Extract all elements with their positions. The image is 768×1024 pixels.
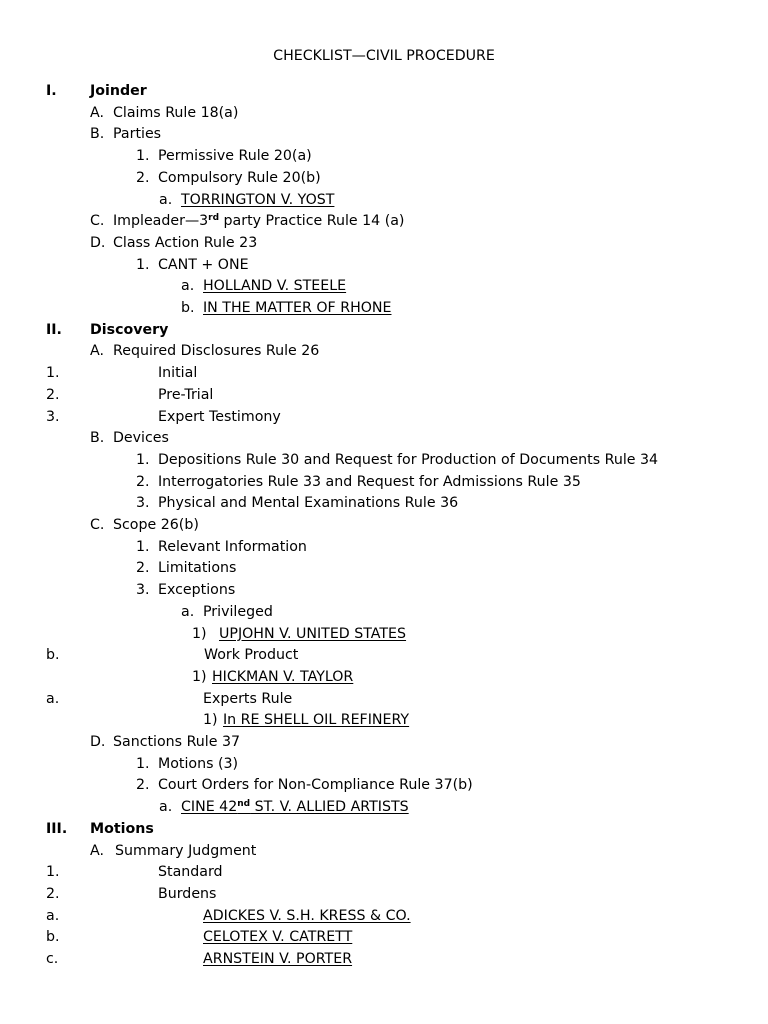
- outline-item: [0, 472, 768, 494]
- outline-item: [0, 949, 768, 971]
- outline-item: [0, 710, 768, 732]
- item-marker: 2.: [136, 169, 150, 186]
- item-marker: 1.: [136, 148, 150, 165]
- item-marker: b.: [46, 647, 60, 664]
- outline-item: [0, 732, 768, 754]
- outline-item: [0, 537, 768, 559]
- outline-item: [0, 493, 768, 515]
- item-text: Devices: [113, 430, 169, 447]
- document-title: CHECKLIST—CIVIL PROCEDURE: [273, 48, 495, 64]
- case-citation: CELOTEX V. CATRETT: [203, 929, 353, 946]
- outline-item: [0, 927, 768, 949]
- case-citation: TORRINGTON V. YOST: [181, 191, 335, 208]
- section-heading: [0, 819, 768, 841]
- outline-item: [0, 862, 768, 884]
- section-heading: [0, 81, 768, 103]
- outline-item: [0, 363, 768, 385]
- section-title: Joinder: [90, 83, 147, 99]
- outline-item: [0, 515, 768, 537]
- outline-item: [0, 775, 768, 797]
- item-marker: A.: [90, 343, 104, 360]
- item-text: Required Disclosures Rule 26: [113, 343, 320, 360]
- outline-item: [0, 754, 768, 776]
- section-number: I.: [46, 83, 57, 99]
- item-marker: a.: [159, 191, 173, 208]
- item-marker: C.: [90, 517, 105, 533]
- item-text: Motions (3): [158, 755, 239, 772]
- item-text: Pre-Trial: [158, 386, 214, 403]
- item-text: Summary Judgment: [115, 842, 257, 859]
- outline-item: [0, 211, 768, 233]
- item-text: Work Product: [204, 647, 299, 664]
- outline-item: [0, 667, 768, 689]
- item-text: Permissive Rule 20(a): [158, 148, 312, 165]
- item-text: Experts Rule: [203, 690, 293, 707]
- item-text: Relevant Information: [158, 538, 307, 555]
- item-marker: 1.: [136, 755, 150, 772]
- case-citation: ARNSTEIN V. PORTER: [203, 951, 353, 967]
- item-marker: 2.: [46, 885, 60, 902]
- item-text: Initial: [158, 365, 198, 382]
- outline-item: [0, 276, 768, 298]
- item-text: Compulsory Rule 20(b): [158, 169, 321, 186]
- outline-item: [0, 255, 768, 277]
- item-text-part: party Practice Rule 14 (a): [219, 213, 405, 230]
- item-text: CANT + ONE: [158, 256, 249, 273]
- item-text: Scope 26(b): [113, 517, 199, 533]
- outline-item: [0, 906, 768, 928]
- item-marker: 3.: [136, 495, 150, 512]
- outline-item: [0, 341, 768, 363]
- case-citation: In RE SHELL OIL REFINERY: [223, 712, 410, 729]
- item-marker: 2.: [46, 386, 60, 403]
- case-citation: [181, 797, 409, 819]
- item-text: Physical and Mental Examinations Rule 36: [158, 495, 459, 512]
- outline-item: [0, 884, 768, 906]
- item-text-part: CINE 42: [181, 799, 238, 816]
- ordinal-suffix: nd: [237, 799, 251, 810]
- outline-item: [0, 190, 768, 212]
- case-citation: HOLLAND V. STEELE: [203, 278, 347, 295]
- item-marker: D.: [90, 234, 106, 251]
- outline-item: [0, 168, 768, 190]
- case-citation: IN THE MATTER OF RHONE: [203, 300, 392, 316]
- outline-item: [0, 103, 768, 125]
- outline-item: [0, 407, 768, 429]
- section-title: Discovery: [90, 321, 169, 338]
- outline-item: [0, 146, 768, 168]
- item-text: Parties: [113, 126, 162, 143]
- item-text: Claims Rule 18(a): [113, 104, 239, 121]
- item-marker: A.: [90, 842, 104, 859]
- item-marker: 2.: [136, 473, 150, 490]
- outline-item: [0, 124, 768, 146]
- item-marker: 1.: [136, 451, 150, 468]
- item-marker: C.: [90, 213, 105, 230]
- item-marker: b.: [46, 929, 60, 946]
- case-citation: ADICKES V. S.H. KRESS & CO.: [203, 907, 411, 924]
- outline-item: [0, 602, 768, 624]
- outline-item: [0, 580, 768, 602]
- item-text: Burdens: [158, 885, 217, 902]
- item-marker: 2.: [136, 777, 150, 794]
- item-marker: 1): [192, 668, 207, 685]
- item-text: Sanctions Rule 37: [113, 734, 241, 750]
- item-marker: 3.: [136, 582, 150, 599]
- item-text: Depositions Rule 30 and Request for Production of Documents Rule 34: [158, 451, 659, 468]
- item-text: Privileged: [203, 603, 273, 620]
- item-marker: 1.: [136, 256, 150, 273]
- item-marker: 3.: [46, 408, 60, 425]
- item-marker: a.: [181, 603, 195, 620]
- item-marker: a.: [46, 907, 60, 924]
- outline-item: [0, 233, 768, 255]
- outline-item: [0, 428, 768, 450]
- case-citation: HICKMAN V. TAYLOR: [212, 668, 354, 685]
- item-marker: 1.: [136, 538, 150, 555]
- item-text: Standard: [158, 864, 223, 881]
- item-marker: 1.: [46, 365, 60, 382]
- item-text-part: ST. V. ALLIED ARTISTS: [250, 799, 409, 816]
- item-marker: a.: [181, 278, 195, 295]
- outline-item: [0, 689, 768, 711]
- item-marker: B.: [90, 430, 105, 447]
- item-marker: a.: [46, 690, 60, 707]
- item-marker: b.: [181, 300, 195, 316]
- item-marker: a.: [159, 799, 173, 816]
- outline-item: [0, 624, 768, 646]
- outline-item: [0, 298, 768, 320]
- section-number: III.: [46, 820, 68, 837]
- item-text: Class Action Rule 23: [113, 234, 258, 251]
- item-text-part: Impleader—3: [113, 213, 209, 230]
- item-marker: 2.: [136, 560, 150, 577]
- section-number: II.: [46, 321, 62, 338]
- item-marker: A.: [90, 104, 104, 121]
- item-text: Expert Testimony: [158, 408, 281, 425]
- item-text: Exceptions: [158, 582, 236, 599]
- item-text: [113, 211, 404, 233]
- item-text: Interrogatories Rule 33 and Request for Admissions Rule 35: [158, 473, 581, 490]
- item-marker: B.: [90, 126, 105, 143]
- item-marker: 1.: [46, 864, 60, 881]
- outline-item: [0, 645, 768, 667]
- section-heading: [0, 320, 768, 342]
- case-citation: UPJOHN V. UNITED STATES: [219, 625, 407, 642]
- item-text: Limitations: [158, 560, 237, 577]
- outline-item: [0, 841, 768, 863]
- outline-item: [0, 385, 768, 407]
- item-marker: c.: [46, 951, 59, 967]
- item-marker: 1): [192, 625, 207, 642]
- outline-item: [0, 797, 768, 819]
- outline-item: [0, 450, 768, 472]
- ordinal-suffix: rd: [208, 213, 220, 224]
- item-text: Court Orders for Non-Compliance Rule 37(b): [158, 777, 473, 794]
- item-marker: D.: [90, 734, 106, 750]
- item-marker: 1): [203, 712, 218, 729]
- section-title: Motions: [90, 820, 154, 837]
- outline-item: [0, 558, 768, 580]
